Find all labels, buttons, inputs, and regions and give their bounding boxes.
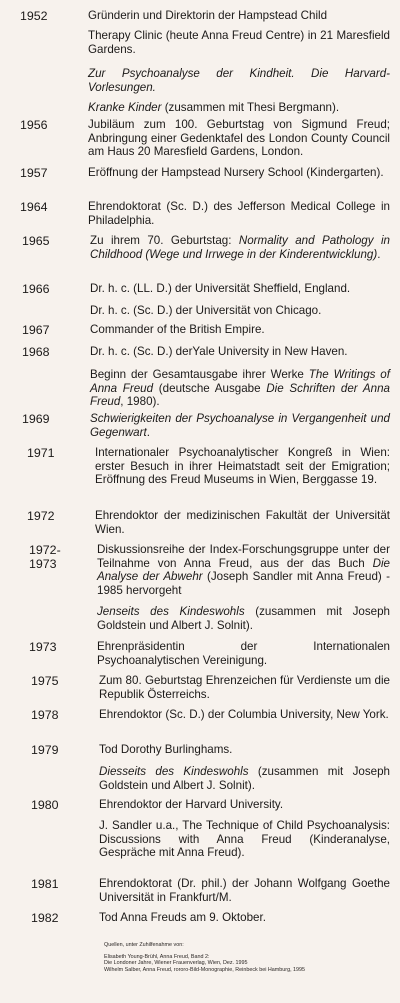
entry-year: 1965 (22, 234, 50, 248)
entry-text-segment: Ehrendoktorat (Dr. phil.) der Johann Wolfgang Goethe Universität in Frankfurt/M. (99, 877, 390, 904)
source-line: Elisabeth Young-Brühl, Anna Freud, Band 2: (104, 953, 210, 960)
entry-text (90, 234, 390, 261)
entry-text-segment: Beginn der Gesamtausgabe ihrer Werke (90, 368, 309, 381)
entry-year: 1980 (31, 798, 59, 812)
entry-text (88, 29, 390, 56)
entry-text-segment: Internationaler Psychoanalytischer Kongreß in Wien: erster Besuch in ihrer Heimatstadt seit der Emigration; Eröffnung des Freud Museums in Wien, Berggasse 19. (95, 446, 390, 487)
entry-text-segment: Zu ihrem 70. Geburtstag: (90, 234, 239, 247)
entry-text (97, 605, 390, 632)
entry-title-italic: Diesseits des Kindeswohls (99, 765, 249, 778)
entry-year: 1979 (31, 743, 59, 757)
entry-text-segment: Jubiläum zum 100. Geburtstag von Sigmund Freud; Anbringung einer Gedenktafel des London County Council am Haus 20 Maresfield Gardens, London. (88, 118, 390, 159)
sources-block (104, 942, 390, 973)
entry-text (90, 345, 390, 359)
entry-text (88, 9, 390, 23)
entry-text-segment: Dr. h. c. (LL. D.) der Universität Sheffield, England. (90, 282, 351, 295)
entry-text-segment: J. Sandler u.a., The Technique of Child Psychoanalysis: Discussions with Anna Freud (Kinderanalyse, Gespräche mit Anna Freud). (99, 819, 390, 860)
entry-text-segment: Tod Anna Freuds am 9. Oktober. (99, 911, 266, 924)
entry-year: 1956 (20, 118, 48, 132)
entry-year: 1968 (22, 345, 50, 359)
source-line: Die Londoner Jahre, Wiener Frauenverlag, Wien, Dez. 1995 (104, 960, 248, 967)
entry-year: 1982 (31, 911, 59, 925)
entry-text (88, 166, 390, 180)
entry-year: 1967 (22, 323, 50, 337)
entry-text-segment: Eröffnung der Hampstead Nursery School (Kindergarten). (88, 166, 384, 179)
entry-year: 1973 (29, 640, 57, 654)
entry-year: 1972 (27, 509, 55, 523)
entry-text-segment: Therapy Clinic (heute Anna Freud Centre) in 21 Maresfield Gardens. (88, 29, 390, 56)
entry-year: 1972- 1973 (29, 543, 61, 571)
entry-text (95, 509, 390, 536)
entry-year: 1971 (27, 446, 55, 460)
entry-title-italic: Die Analyse der Abwehr (97, 556, 390, 584)
entry-text (90, 412, 390, 439)
entry-text-segment: . (146, 425, 150, 439)
entry-text (95, 446, 390, 487)
entry-text (90, 282, 390, 296)
entry-text (88, 101, 390, 115)
entry-text (88, 118, 390, 159)
entry-text (99, 743, 390, 757)
entry-text (99, 765, 390, 792)
entry-text-segment: Ehrenpräsidentin der Internationalen Psychoanalytischen Vereinigung. (97, 640, 390, 667)
sources-heading: Quellen, unter Zuhilfenahme von: (104, 942, 184, 948)
entry-text (90, 304, 390, 318)
entry-title-italic: Zur Psychoanalyse der Kindheit. Die Harvard-Vorlesungen. (88, 67, 390, 94)
entry-text (99, 674, 390, 701)
entry-text-segment: (Joseph Sandler mit Anna Freud) - 1985 hervorgeht (97, 570, 390, 597)
entry-title-italic: Kranke Kinder (88, 101, 162, 114)
entry-title-italic: The Writings of Anna Freud (90, 368, 390, 395)
entry-text-segment: Gründerin und Direktorin der Hampstead Child (88, 9, 328, 22)
entry-year: 1957 (20, 166, 48, 180)
entry-text-segment: , 1980). (120, 395, 160, 409)
entry-text-segment: Tod Dorothy Burlinghams. (99, 743, 233, 756)
entry-text (99, 911, 390, 925)
source-line: Wilhelm Salber, Anna Freud, rororo-Bild-Monographie, Reinbeck bei Hamburg, 1995 (104, 966, 306, 973)
entry-text-segment: Ehrendoktor (Sc. D.) der Columbia University, New York. (99, 708, 389, 721)
entry-title-italic: Die Schriften der Anna Freud (90, 381, 390, 409)
entry-title-italic: Jenseits des Kindeswohls (97, 605, 245, 618)
entry-text-segment: Commander of the British Empire. (90, 323, 265, 336)
entry-text (99, 819, 390, 860)
entry-text (97, 640, 390, 667)
entry-text-segment: (zusammen mit Thesi Bergmann). (161, 101, 340, 114)
entry-text-segment: (zusammen mit Joseph Goldstein und Albert J. Solnit). (97, 605, 390, 632)
entry-year: 1952 (20, 9, 48, 23)
entry-text (90, 323, 390, 337)
entry-text (90, 368, 390, 409)
entry-title-italic: Normality and Pathology in Childhood (Wege und Irrwege in der Kinderentwicklung) (90, 234, 390, 261)
entry-title-italic: Schwierigkeiten der Psychoanalyse in Vergangenheit und Gegenwart (90, 412, 390, 439)
entry-year: 1978 (31, 708, 59, 722)
entry-text-segment: Dr. h. c. (Sc. D.) derYale University in New Haven. (90, 345, 348, 358)
entry-year: 1966 (22, 282, 50, 296)
entry-text-segment: (deutsche Ausgabe (153, 381, 267, 395)
entry-text-segment: . (377, 247, 381, 261)
entry-text-segment: Ehrendoktor der medizinischen Fakultät der Universität Wien. (95, 509, 390, 536)
entry-text-segment: (zusammen mit Joseph Goldstein und Albert J. Solnit). (99, 765, 390, 792)
entry-year: 1964 (20, 200, 48, 214)
entry-text-segment: Ehrendoktorat (Sc. D.) des Jefferson Medical College in Philadelphia. (88, 200, 390, 227)
entry-year: 1981 (31, 877, 59, 891)
entry-year: 1975 (31, 674, 59, 688)
entry-text-segment: Diskussionsreihe der Index-Forschungsgruppe unter der Teilnahme von Anna Freud, aus der das Buch (97, 543, 390, 570)
entry-text-segment: Ehrendoktor der Harvard University. (99, 798, 284, 811)
entry-year: 1969 (22, 412, 50, 426)
entry-text-segment: Zum 80. Geburtstag Ehrenzeichen für Verdienste um die Republik Österreichs. (99, 674, 390, 701)
entry-text (99, 877, 390, 904)
entry-text (99, 708, 390, 722)
entry-text (99, 798, 390, 812)
entry-text (88, 67, 390, 94)
entry-text-segment: Dr. h. c. (Sc. D.) der Universität von Chicago. (90, 304, 322, 317)
entry-text (97, 543, 390, 597)
entry-text (88, 200, 390, 227)
